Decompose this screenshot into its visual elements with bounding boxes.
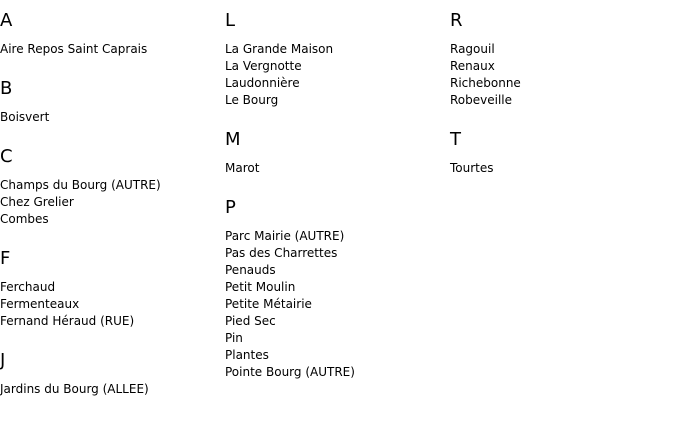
letter-heading: J (0, 350, 6, 371)
street-item: Renaux (450, 59, 495, 73)
street-item: Robeveille (450, 93, 513, 107)
street-list (225, 41, 445, 109)
street-item: Chez Grelier (0, 195, 74, 209)
street-list (0, 109, 220, 126)
street-item: Laudonnière (225, 76, 300, 90)
letter-group-m (225, 129, 445, 177)
letter-group-a (0, 10, 220, 58)
letter-heading: C (0, 146, 13, 167)
street-item: Combes (0, 212, 49, 226)
letter-heading: R (450, 10, 463, 31)
street-index-column-3 (450, 10, 670, 197)
street-list (450, 41, 670, 109)
letter-heading: P (225, 197, 236, 218)
street-item: Boisvert (0, 110, 50, 124)
letter-group-p (225, 197, 445, 381)
street-item: Pin (225, 331, 243, 345)
street-item: Petit Moulin (225, 280, 296, 294)
letter-heading: T (450, 129, 461, 150)
letter-group-l (225, 10, 445, 109)
letter-heading: A (0, 10, 13, 31)
street-index-column-2 (225, 10, 445, 401)
street-list (450, 160, 670, 177)
letter-group-c (0, 146, 220, 228)
street-item: Fermenteaux (0, 297, 80, 311)
street-item: Le Bourg (225, 93, 279, 107)
letter-group-f (0, 248, 220, 330)
street-list (0, 279, 220, 330)
street-item: Marot (225, 161, 260, 175)
street-index-column-1 (0, 10, 220, 418)
street-item: Petite Métairie (225, 297, 312, 311)
letter-group-r (450, 10, 670, 109)
street-item: Pointe Bourg (AUTRE) (225, 365, 355, 379)
street-item: Parc Mairie (AUTRE) (225, 229, 345, 243)
street-item: Pied Sec (225, 314, 276, 328)
street-list (225, 160, 445, 177)
letter-group-b (0, 78, 220, 126)
street-item: Ferchaud (0, 280, 56, 294)
street-item: Fernand Héraud (RUE) (0, 314, 135, 328)
letter-heading: M (225, 129, 241, 150)
street-item: Tourtes (450, 161, 494, 175)
street-item: Champs du Bourg (AUTRE) (0, 178, 161, 192)
street-item: Jardins du Bourg (ALLEE) (0, 382, 149, 396)
letter-group-j (0, 350, 220, 398)
letter-heading: B (0, 78, 13, 99)
street-list (0, 381, 220, 398)
letter-group-t (450, 129, 670, 177)
street-list (0, 177, 220, 228)
street-item: Penauds (225, 263, 276, 277)
street-item: Plantes (225, 348, 269, 362)
street-item: Richebonne (450, 76, 521, 90)
letter-heading: L (225, 10, 236, 31)
street-item: Pas des Charrettes (225, 246, 338, 260)
street-list (225, 228, 445, 381)
street-item: La Vergnotte (225, 59, 302, 73)
street-item: Ragouil (450, 42, 495, 56)
street-item: La Grande Maison (225, 42, 334, 56)
street-item: Aire Repos Saint Caprais (0, 42, 148, 56)
letter-heading: F (0, 248, 11, 269)
street-list (0, 41, 220, 58)
